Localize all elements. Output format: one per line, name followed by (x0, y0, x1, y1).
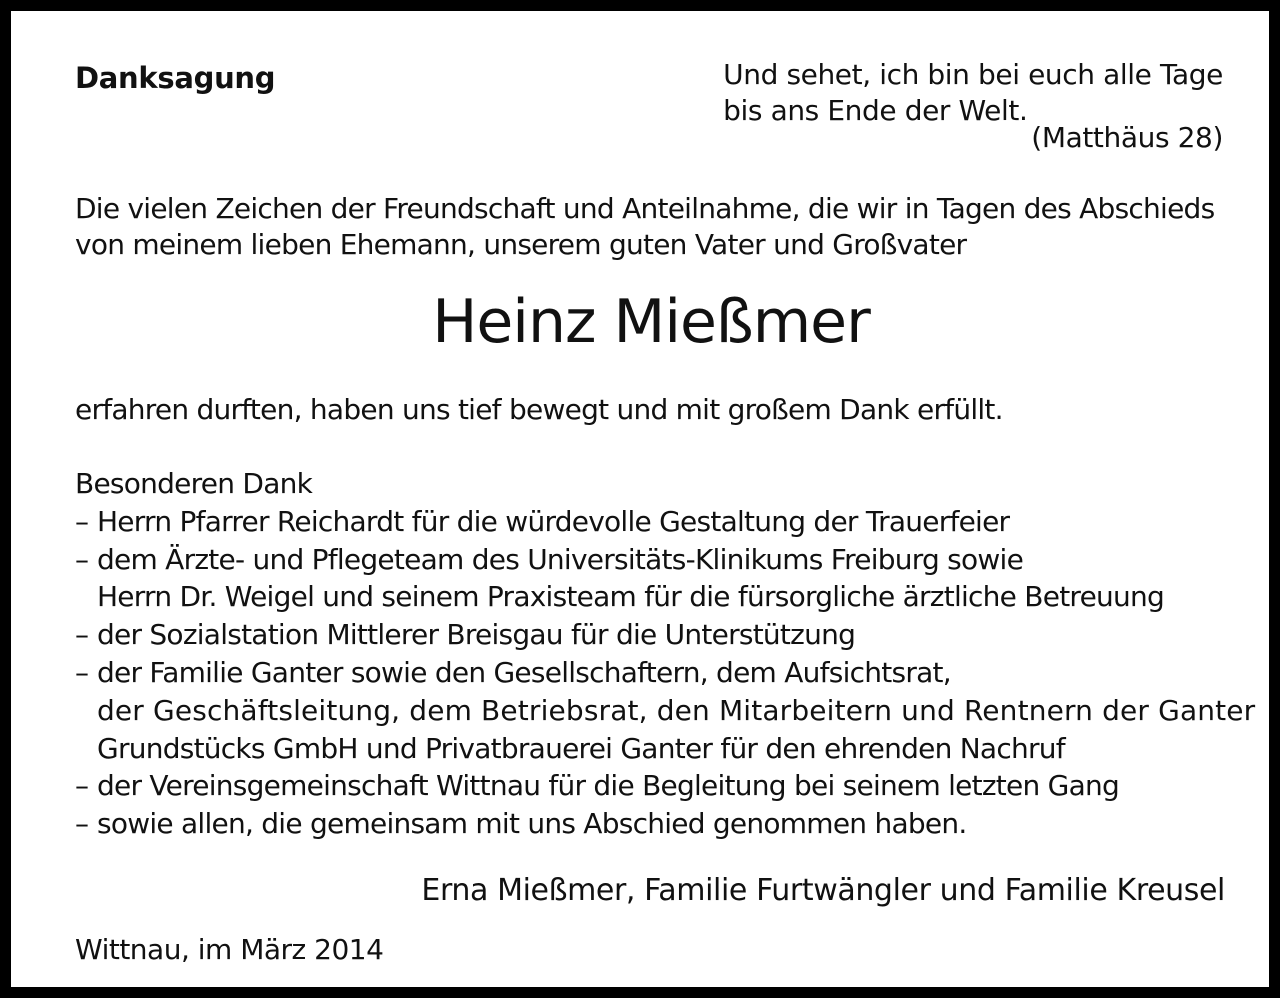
deceased-name: Heinz Mießmer (432, 287, 870, 357)
dash-marker: – (75, 618, 89, 652)
thanks-item: – sowie allen, die gemeinsam mit uns Abschied genommen haben. (75, 805, 1255, 843)
continuation-paragraph: erfahren durften, haben uns tief bewegt und mit großem Dank erfüllt. (75, 393, 1003, 426)
verse-reference: (Matthäus 28) (1031, 121, 1223, 154)
intro-paragraph (75, 191, 1247, 263)
thanks-item-continuation: Grundstücks GmbH und Privatbrauerei Ganter für den ehrenden Nachruf (97, 731, 1065, 765)
verse-line: Und sehet, ich bin bei euch alle Tage (723, 58, 1223, 91)
intro-line: Die vielen Zeichen der Freundschaft und Anteilnahme, die wir in Tagen des Abschieds (75, 192, 1215, 225)
signers-line: Erna Mießmer, Familie Furtwängler und Familie Kreusel (421, 873, 1225, 908)
thanks-intro: Besonderen Dank (75, 467, 313, 500)
thanks-item-continuation: Herrn Dr. Weigel und seinem Praxisteam für die fürsorgliche ärztliche Betreuung (97, 580, 1165, 614)
dash-marker: – (75, 807, 89, 841)
thanks-list (75, 465, 1255, 843)
dash-marker: – (75, 769, 89, 803)
thanks-item: – Herrn Pfarrer Reichardt für die würdevolle Gestaltung der Trauerfeier (75, 503, 1255, 541)
dash-marker: – (75, 542, 89, 576)
thanks-item: – der Familie Ganter sowie den Gesellschaftern, dem Aufsichtsrat, (75, 654, 1255, 692)
dash-marker: – (75, 655, 89, 689)
thanks-item-continuation: der Geschäftsleitung, dem Betriebsrat, den Mitarbeitern und Rentnern der Ganter (97, 693, 1256, 727)
thanks-item: – der Vereinsgemeinschaft Wittnau für die Begleitung bei seinem letzten Gang (75, 767, 1255, 805)
verse-line: bis ans Ende der Welt. (723, 94, 1028, 127)
thanks-item: – der Sozialstation Mittlerer Breisgau für die Unterstützung (75, 616, 1255, 654)
intro-line: von meinem lieben Ehemann, unserem guten Vater und Großvater (75, 228, 967, 261)
notice-heading: Danksagung (75, 61, 276, 95)
place-date: Wittnau, im März 2014 (75, 933, 384, 966)
bible-verse (723, 57, 1223, 129)
thanks-item: – dem Ärzte- und Pflegeteam des Universitäts-Klinikums Freiburg sowie (75, 541, 1255, 579)
dash-marker: – (75, 504, 89, 538)
